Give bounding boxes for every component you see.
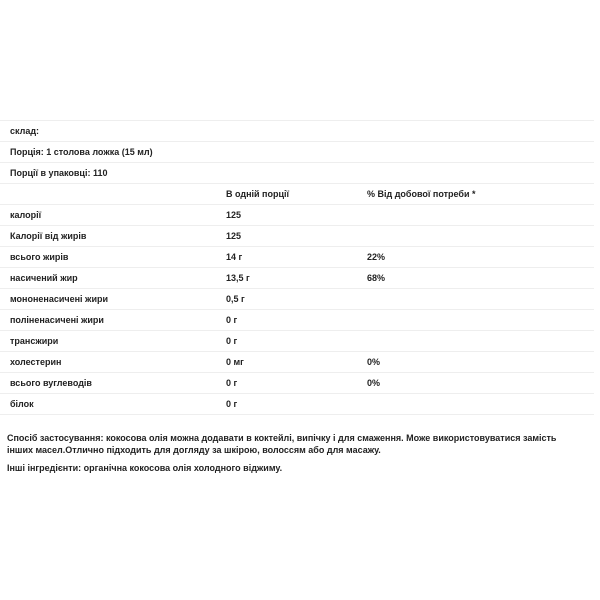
nutrient-amount: 0 мг [226,357,244,367]
nutrient-row [0,225,594,246]
daily-value-header: % Від добової потреби * [367,189,476,199]
nutrient-amount: 125 [226,231,242,241]
per-serving-header: В одній порції [226,189,290,199]
nutrient-name: калорії [10,210,42,220]
nutrient-row [0,351,594,372]
nutrient-row [0,288,594,309]
nutrient-name: мононенасичені жири [10,294,109,304]
other-ingredients: Інші інгредієнти: органічна кокосова олія холодного віджиму. [7,463,283,473]
nutrient-row [0,393,594,414]
nutrient-name: поліненасичені жири [10,315,104,325]
nutrient-row [0,372,594,393]
usage-instructions [7,432,593,456]
nutrient-amount: 125 [226,210,242,220]
nutrient-amount: 0 г [226,378,238,388]
nutrition-table [0,120,594,415]
nutrient-row [0,246,594,267]
servings-per-container-row [0,162,594,183]
nutrient-daily-value: 22% [367,252,386,262]
nutrient-name: білок [10,399,34,409]
nutrient-amount: 0 г [226,315,238,325]
nutrient-name: Калорії від жирів [10,231,87,241]
nutrient-daily-value: 68% [367,273,386,283]
nutrient-row [0,330,594,351]
nutrient-amount: 0 г [226,399,238,409]
composition-label: склад: [10,126,40,136]
nutrient-daily-value: 0% [367,378,381,388]
serving-row [0,141,594,162]
nutrient-amount: 0,5 г [226,294,245,304]
nutrient-name: насичений жир [10,273,78,283]
nutrient-amount: 0 г [226,336,238,346]
nutrient-name: всього жирів [10,252,69,262]
nutrient-amount: 13,5 г [226,273,250,283]
table-bottom-divider [0,414,594,415]
usage-line-1: Спосіб застосування: кокосова олія можна додавати в коктейлі, випічку і для смаження. Може використовуватися замість [7,433,557,443]
header-row [0,183,594,204]
serving-size: Порція: 1 столова ложка (15 мл) [10,147,153,157]
nutrient-name: трансжири [10,336,59,346]
nutrient-row [0,204,594,225]
nutrient-daily-value: 0% [367,357,381,367]
usage-line-2: інших масел.Отлично підходить для догляду за шкірою, волоссям або для масажу. [7,445,381,455]
nutrient-row [0,267,594,288]
composition-row [0,120,594,141]
nutrient-row [0,309,594,330]
nutrient-name: холестерин [10,357,62,367]
nutrient-name: всього вуглеводів [10,378,92,388]
servings-per-container: Порції в упаковці: 110 [10,168,108,178]
notes-section [7,432,593,480]
nutrient-amount: 14 г [226,252,243,262]
